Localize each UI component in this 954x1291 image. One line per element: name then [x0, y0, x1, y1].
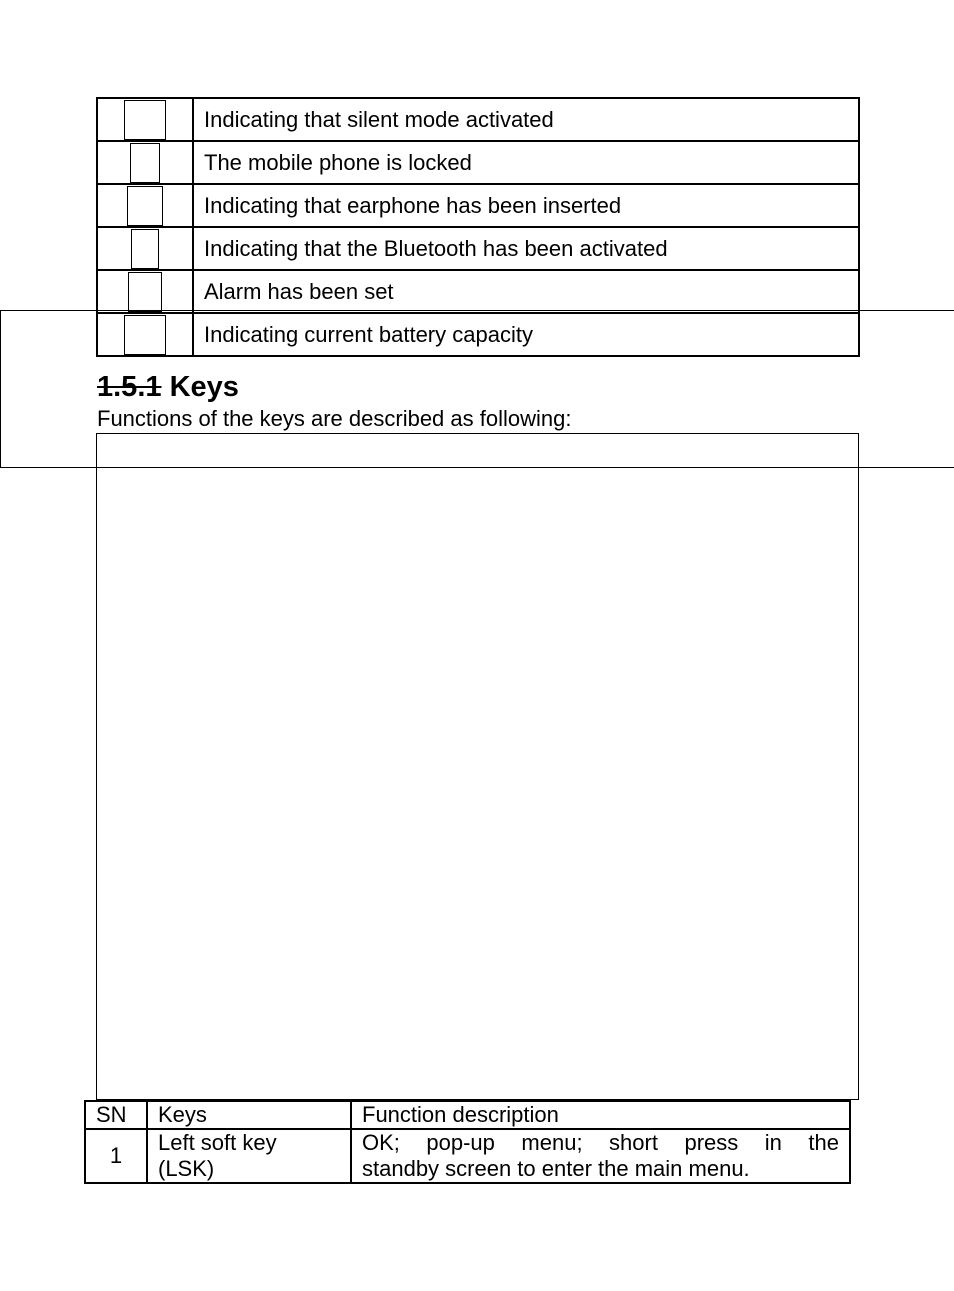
header-keys: Keys — [147, 1101, 351, 1129]
lock-icon — [130, 143, 160, 183]
key-name-line: (LSK) — [158, 1156, 215, 1181]
table-row — [97, 98, 859, 141]
bluetooth-icon — [131, 229, 159, 269]
section-title: Keys — [169, 371, 239, 403]
section-intro: Functions of the keys are described as following: — [97, 406, 572, 431]
earphone-icon — [127, 186, 163, 226]
row-key — [147, 1129, 351, 1183]
section-number: 1.5.1 — [97, 371, 162, 403]
table-row — [97, 313, 859, 356]
table-row — [97, 184, 859, 227]
table-row — [85, 1129, 850, 1183]
silent-mode-icon — [124, 100, 166, 140]
table-header-row — [85, 1101, 850, 1129]
row-sn: 1 — [85, 1129, 147, 1183]
row-description — [351, 1129, 850, 1183]
description-line: OK; pop-up menu; short press in the — [362, 1130, 839, 1155]
icon-description: Indicating that earphone has been inserted — [193, 184, 859, 227]
key-name-line: Left soft key — [158, 1130, 277, 1155]
battery-icon — [124, 315, 166, 355]
icon-description: The mobile phone is locked — [193, 141, 859, 184]
description-line: standby screen to enter the main menu. — [362, 1156, 750, 1181]
icon-description: Indicating that silent mode activated — [193, 98, 859, 141]
table-row — [97, 270, 859, 313]
status-icon-table — [96, 97, 860, 357]
icon-description: Alarm has been set — [193, 270, 859, 313]
keys-table — [84, 1100, 851, 1184]
table-row — [97, 141, 859, 184]
icon-description: Indicating current battery capacity — [193, 313, 859, 356]
header-function-description: Function description — [351, 1101, 850, 1129]
keypad-image-frame — [96, 433, 859, 1100]
section-heading — [97, 369, 239, 405]
icon-description: Indicating that the Bluetooth has been activated — [193, 227, 859, 270]
alarm-icon — [128, 272, 162, 312]
header-sn: SN — [85, 1101, 147, 1129]
table-row — [97, 227, 859, 270]
